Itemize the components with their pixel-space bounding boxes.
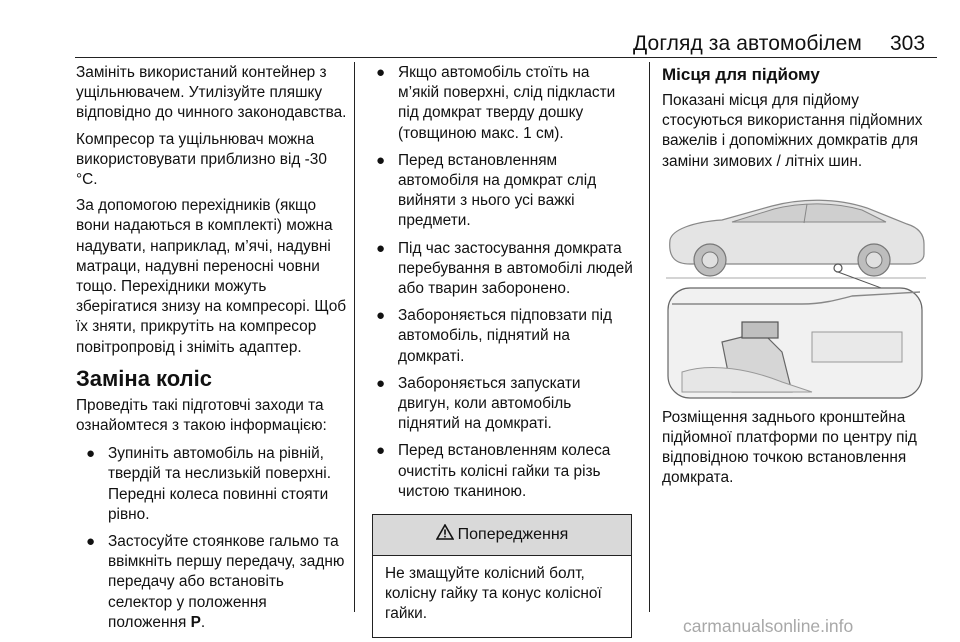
header-rule (75, 57, 937, 58)
warning-text: Не змащуйте колісний болт, колісну гайку та конус колісної гайки. (385, 565, 602, 623)
page-number: 303 (890, 32, 926, 55)
column-middle (366, 63, 634, 638)
column-divider-1 (354, 62, 355, 612)
warning-header (373, 515, 631, 556)
section-heading: Заміна коліс (76, 365, 212, 391)
list-item (366, 151, 634, 232)
list-item-text: Забороняється підповзати під автомобіль, піднятий на домкраті. (398, 307, 612, 365)
gear-position-label: P (190, 613, 201, 631)
paragraph: Показані місця для підйому стосуються використання підйомних важелів і допоміжних домкратів для заміни зимових / літніх шин. (662, 92, 923, 170)
list-item (366, 441, 634, 502)
column-divider-2 (649, 62, 650, 612)
bullet-list (76, 444, 348, 633)
bullet-dot-icon: ● (376, 151, 386, 169)
bullet-dot-icon: ● (86, 445, 96, 463)
page-header (0, 0, 960, 55)
list-item-text: Забороняється запускати двигун, коли автомобіль піднятий на домкраті. (398, 374, 581, 433)
bullet-dot-icon: ● (86, 533, 96, 551)
bullet-dot-icon: ● (376, 64, 386, 81)
list-item-text: Перед встановленням колеса очистіть колісні гайки та різь чистою тканиною. (398, 442, 611, 500)
warning-box (372, 514, 632, 638)
list-item-text: Якщо автомобіль стоїть на м’якій поверхні, слід підкласти під домкрат тверду дошку (товщиною макс. 1 см). (398, 64, 616, 142)
bullet-dot-icon: ● (376, 239, 386, 257)
column-left (76, 63, 348, 640)
figure-caption: Розміщення заднього кронштейна підйомної платформи по центру під відповідною точкою встановлення домкрата. (662, 408, 917, 487)
bullet-list (366, 63, 634, 502)
list-item-text: Під час застосування домкрата перебування в автомобілі людей або тварин заборонено. (398, 239, 633, 298)
column-right (662, 63, 934, 495)
watermark: carmanualsonline.info (683, 616, 854, 636)
paragraph: Замініть використаний контейнер з ущільнювачем. Утилізуйте пляшку відповідно до чинного законодавства. (76, 64, 347, 122)
paragraph: Компресор та ущільнювач можна використовувати приблизно від -30 °C. (76, 130, 327, 189)
lift-point-illustration (662, 192, 928, 402)
bullet-dot-icon: ● (376, 374, 386, 392)
bullet-dot-icon: ● (376, 442, 386, 460)
list-item (76, 444, 348, 525)
warning-title: Попередження (457, 525, 569, 543)
list-item (366, 239, 634, 300)
list-item-text: Зупиніть автомобіль на рівній, твердій та неслизькій поверхні. Передні колеса повинні стояти рівно. (108, 445, 331, 523)
list-item-text-tail: положення (108, 613, 191, 631)
list-item-text: Застосуйте стоянкове гальмо та ввімкніть першу передачу, задню передачу або встановіть селектор у положення (108, 533, 345, 611)
section-title: Догляд за автомобілем (633, 32, 862, 55)
list-item (366, 374, 634, 435)
list-item (366, 63, 634, 144)
bullet-dot-icon: ● (376, 307, 386, 325)
list-item-text: Перед встановленням автомобіля на домкрат слід вийняти з нього усі важкі предмети. (398, 151, 597, 230)
paragraph: За допомогою перехідників (якщо вони надаються в комплекті) можна надувати, наприклад, м’ячі, надувні матраци, надувні переносні човни тощо. Перехідники можуть зберігатися знизу на компресорі. Щоб їх зняти, прикрутіть на компресор повітропровід і зніміть адаптер. (76, 197, 347, 356)
car-lift-drawing (662, 192, 928, 402)
intro-text: Проведіть такі підготовчі заходи та ознайомтеся з такою інформацією: (76, 396, 327, 435)
warning-triangle-icon (436, 524, 454, 546)
list-item-text-end: . (200, 613, 206, 631)
section-heading: Місця для підйому (662, 65, 820, 84)
list-item (76, 532, 348, 633)
list-item (366, 306, 634, 367)
